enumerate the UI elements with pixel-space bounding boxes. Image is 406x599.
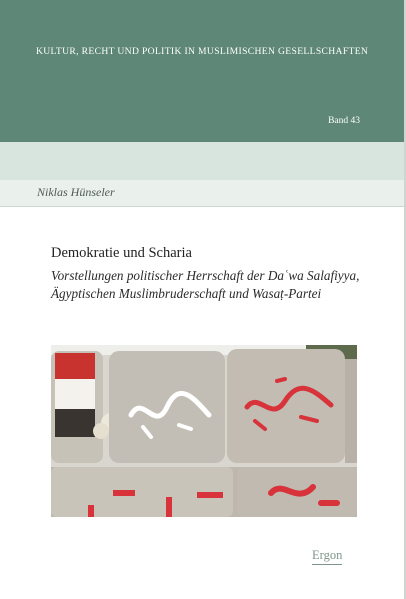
decorative-band bbox=[0, 142, 406, 180]
stone-block-right bbox=[227, 349, 345, 463]
publisher-logo: Ergon bbox=[312, 548, 342, 565]
volume-number: Band 43 bbox=[328, 116, 360, 126]
book-subtitle: Vorstellungen politischer Herrschaft der Daʿwa Salafiyya, Ägyptischen Muslimbruderschaft und Wasaṭ-Partei bbox=[51, 268, 360, 301]
series-band bbox=[0, 0, 406, 142]
book-title: Demokratie und Scharia bbox=[51, 245, 192, 261]
author-band bbox=[0, 180, 406, 207]
series-title: KULTUR, RECHT UND POLITIK IN MUSLIMISCHEN GESELLSCHAFTEN bbox=[36, 46, 369, 57]
cover-photo bbox=[51, 345, 357, 517]
author-name: Niklas Hünseler bbox=[37, 185, 115, 199]
